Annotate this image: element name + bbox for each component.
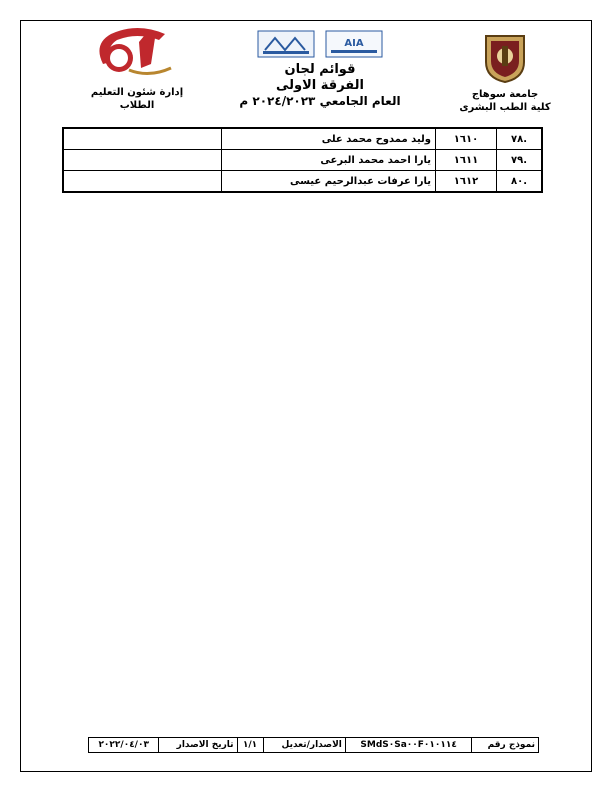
edition-label: الاصدار/تعديل <box>263 738 345 753</box>
student-name: وليد ممدوح محمد على <box>222 128 436 150</box>
naqaae-logo-icon <box>257 30 315 58</box>
title-block <box>220 30 420 109</box>
academic-year: العام الجامعي ٢٠٢٤/٢٠٢٣ م <box>239 94 401 108</box>
seat-number: ١٦١٠ <box>436 128 497 150</box>
student-name: يارا عرفات عبدالرحيم عيسى <box>222 171 436 193</box>
university-logo-icon <box>89 24 185 82</box>
aia-logo-icon <box>325 30 383 58</box>
row-number: .٨٠ <box>497 171 543 193</box>
form-footer <box>88 737 539 753</box>
table-row <box>63 171 542 193</box>
form-number-value: SMdS٠Sa٠٠F٠١٠١١٤ <box>345 738 472 753</box>
faculty-block <box>450 32 560 114</box>
notes-cell <box>63 128 222 150</box>
seat-number: ١٦١١ <box>436 150 497 171</box>
university-name: جامعة سوهاج <box>471 89 539 100</box>
committee-table <box>62 127 543 193</box>
table-row <box>63 128 542 150</box>
faculty-name: كلية الطب البشرى <box>459 102 551 113</box>
faculty-seal-icon <box>482 32 528 84</box>
row-number: .٧٨ <box>497 128 543 150</box>
table-row <box>63 150 542 171</box>
edition-value: ١/١ <box>237 738 263 753</box>
department-block <box>72 24 202 112</box>
year-group: الفرقة الاولى <box>276 78 364 93</box>
issue-date-value: ٢٠٢٢/٠٤/٠٣ <box>89 738 159 753</box>
svg-text:AIA: AIA <box>344 38 364 49</box>
row-number: .٧٩ <box>497 150 543 171</box>
accreditation-logos <box>220 30 420 58</box>
department-name: إدارة شئون التعليم الطلاب <box>90 87 184 111</box>
student-name: يارا احمد محمد البرعى <box>222 150 436 171</box>
issue-date-label: تاريخ الاصدار <box>159 738 237 753</box>
notes-cell <box>63 171 222 193</box>
seat-number: ١٦١٢ <box>436 171 497 193</box>
page-title: قوائم لجان <box>284 62 356 77</box>
form-number-label: نموذج رقم <box>472 738 539 753</box>
notes-cell <box>63 150 222 171</box>
